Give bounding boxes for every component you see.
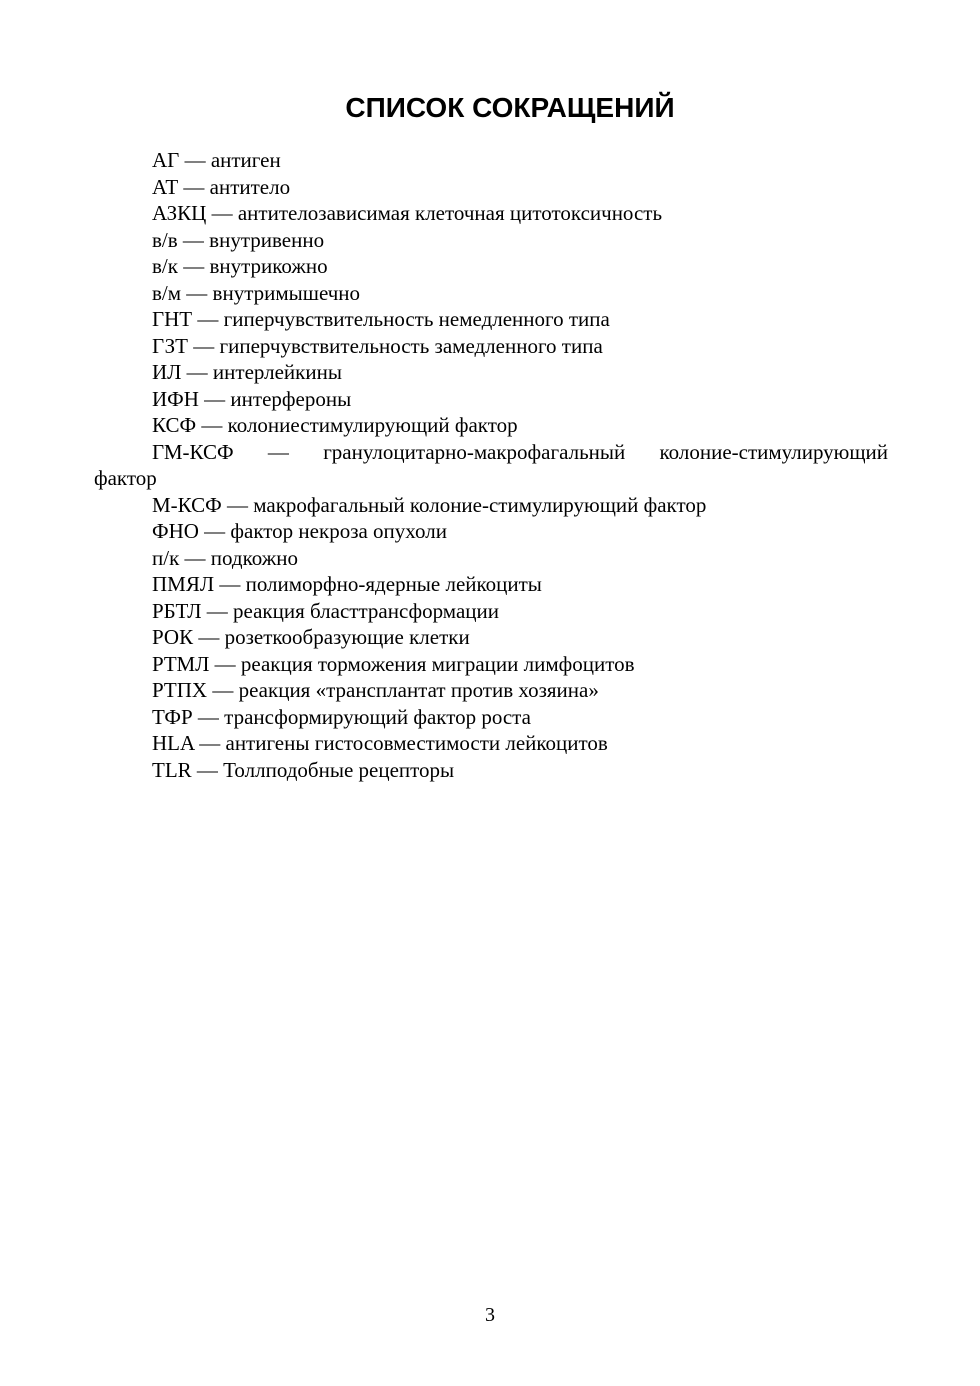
abbreviation-dash: — [186,280,208,305]
page-title: СПИСОК СОКРАЩЕНИЙ [345,92,675,123]
abbreviation-definition: антителозависимая клеточная цитотоксичность [237,201,663,225]
abbreviation-term: РТПХ [152,678,208,702]
abbreviation-dash: — [184,545,206,570]
abbreviation-item [94,730,888,757]
abbreviation-term: в/в [152,227,178,252]
abbreviation-item [94,492,888,519]
abbreviation-definition: интерфероны [230,386,352,411]
abbreviation-dash: — [198,625,220,649]
abbreviation-dash: — [267,439,289,464]
abbreviation-term: ФНО [152,519,199,543]
abbreviation-definition: антитело [209,174,291,199]
abbreviation-item [94,598,888,625]
abbreviation-term: РБТЛ [152,598,202,623]
abbreviation-term: РТМЛ [152,651,210,676]
abbreviation-definition: реакция «трансплантат против хозяина» [238,678,599,702]
abbreviation-definition: розеткообразующие клетки [224,625,470,649]
abbreviation-definition: макрофагальный колоние-стимулирующий фактор [253,492,707,517]
abbreviation-item [94,174,888,201]
abbreviation-term: ТФР [152,704,193,729]
abbreviation-term: АГ [152,148,180,172]
abbreviation-dash: — [201,413,223,437]
abbreviation-definition: фактор некроза опухоли [230,519,447,543]
abbreviation-definition: полиморфно-ядерные лейкоциты [245,572,542,596]
abbreviation-dash: — [206,598,228,623]
abbreviation-term: ИФН [152,386,199,411]
abbreviation-dash: — [183,174,205,199]
abbreviation-definition: внутримышечно [212,280,361,305]
abbreviation-dash: — [182,227,204,252]
abbreviation-item [94,333,888,360]
abbreviation-term: HLA [152,731,194,755]
abbreviation-item [94,200,888,227]
abbreviation-definition: внутрикожно [209,254,328,278]
abbreviation-definition: гранулоцитарно-макрофагальный колоние-стимулирующий фактор [94,439,889,490]
abbreviation-term: АТ [152,174,179,199]
abbreviation-term: в/м [152,280,182,305]
page-number: 3 [485,1304,495,1326]
abbreviation-term: М-КСФ [152,492,222,517]
abbreviation-dash: — [212,678,234,702]
abbreviation-definition: трансформирующий фактор роста [224,704,531,729]
abbreviation-definition: Толлподобные рецепторы [223,757,455,782]
abbreviation-dash: — [183,254,205,278]
abbreviation-item [94,704,888,731]
abbreviation-definition: колониестимулирующий фактор [227,413,518,437]
abbreviation-term: ПМЯЛ [152,572,215,596]
abbreviation-item [94,306,888,333]
abbreviation-definition: антигены гистосовместимости лейкоцитов [225,731,608,755]
abbreviation-definition: гиперчувствительность замедленного типа [219,333,603,358]
abbreviation-dash: — [211,201,233,225]
abbreviation-item [94,571,888,598]
abbreviation-definition: реакция торможения миграции лимфоцитов [240,651,635,676]
abbreviation-item [94,359,888,386]
abbreviation-item [94,386,888,413]
abbreviation-dash: — [214,651,236,676]
abbreviation-term: АЗКЦ [152,201,207,225]
abbreviation-term: TLR [152,757,192,782]
abbreviation-dash: — [219,572,241,596]
abbreviation-dash: — [199,731,221,755]
abbreviation-dash: — [197,307,219,331]
abbreviation-definition: внутривенно [209,227,325,252]
abbreviation-item [94,253,888,280]
abbreviation-term: ГЗТ [152,333,189,358]
abbreviation-item [94,227,888,254]
abbreviation-item [94,412,888,439]
abbreviation-term: КСФ [152,413,197,437]
abbreviation-dash: — [197,704,219,729]
abbreviation-list [94,147,888,783]
abbreviation-term: ИЛ [152,360,182,384]
abbreviation-dash: — [196,757,218,782]
abbreviation-definition: реакция бласттрансформации [233,598,499,623]
abbreviation-definition: гиперчувствительность немедленного типа [223,307,610,331]
abbreviation-dash: — [227,492,248,517]
abbreviation-item [94,624,888,651]
abbreviation-item [94,651,888,678]
abbreviation-dash: — [204,519,226,543]
abbreviation-term: РОК [152,625,194,649]
abbreviation-item [94,280,888,307]
abbreviation-term: ГНТ [152,307,193,331]
abbreviation-term: в/к [152,254,178,278]
abbreviation-term: п/к [152,545,180,570]
abbreviation-item [94,757,888,784]
abbreviation-dash: — [204,386,226,411]
abbreviation-item [94,518,888,545]
abbreviation-item [94,545,888,572]
abbreviation-definition: антиген [210,148,281,172]
abbreviation-dash: — [186,360,208,384]
abbreviation-dash: — [184,148,206,172]
abbreviation-item [94,439,888,492]
abbreviation-definition: интерлейкины [212,360,342,384]
abbreviation-dash: — [193,333,215,358]
abbreviation-definition: подкожно [210,545,298,570]
abbreviation-item [94,677,888,704]
abbreviation-term: ГМ-КСФ [152,439,234,464]
abbreviation-item [94,147,888,174]
